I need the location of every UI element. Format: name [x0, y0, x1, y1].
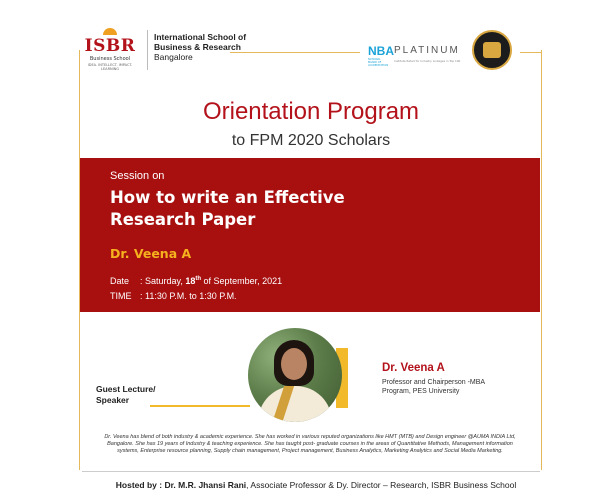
platinum-label: PLATINUM [394, 45, 460, 56]
date-row [110, 276, 282, 286]
speaker-photo [248, 328, 342, 422]
header-divider [147, 30, 148, 70]
sun-icon [103, 28, 117, 35]
nba-logo: NBA NATIONAL BOARD OF ACCREDITATION [368, 44, 394, 67]
hosted-label: Hosted by [115, 480, 157, 490]
speaker-photo-frame [240, 326, 348, 428]
isbr-logo [80, 28, 140, 72]
date-suffix: th [195, 276, 202, 282]
photo-saree [258, 386, 332, 422]
host-name: Dr. M.R. Jhansi Rani [164, 480, 247, 490]
logo-text: ISBR [84, 36, 136, 56]
school-name: International School of Business & Research Bangalore [154, 32, 247, 62]
host-role: , Associate Professor & Dy. Director – Research, ISBR Business School [246, 480, 517, 490]
award-badge-icon [472, 30, 512, 70]
logo-subtext: Business School [89, 56, 131, 62]
session-banner [80, 158, 540, 312]
date-day: 18 [185, 276, 196, 286]
page-title: Orientation Program [202, 98, 420, 125]
speaker-name: Dr. Veena A [382, 362, 445, 374]
hosted-by: Hosted by : Dr. M.R. Jhansi Rani, Associate Professor & Dy. Director – Research, ISBR Business School [115, 480, 517, 490]
logo-tagline: IDEA. INTELLECT. IMPACT. LEARNING [87, 63, 133, 71]
date-prefix: : Saturday, [140, 276, 186, 286]
speaker-role: Professor and Chairperson -MBA Program, PES University [382, 379, 486, 395]
header [80, 26, 542, 74]
guest-underline [150, 405, 250, 407]
talk-title: How to write an Effective Research Paper [110, 188, 345, 229]
time-label: TIME [110, 291, 132, 301]
guest-label: Guest Lecture/ Speaker [96, 384, 156, 405]
time-row [110, 291, 237, 301]
speaker-bio: Dr. Veena has blend of both industry & academic experience. She has worked in various reputed organizations like HMT (MTB) and Design engineer @AUMA INDIA Ltd, Bangalore. She has 19 years of Industry & teaching experience. She has taught post- graduate courses in the areas of Quantitative Methods, Management information systems, Enterprise resource planning, Supply chain management, Project management, Business Analytics, Marketing Analytics and Social Media Marketing. [104, 434, 516, 454]
page-subtitle: to FPM 2020 Scholars [231, 132, 391, 149]
session-label: Session on [110, 170, 165, 182]
footer-divider [82, 471, 540, 472]
time-value: : 11:30 P.M. to 1:30 P.M. [140, 291, 237, 301]
date-rest: of September, 2021 [201, 276, 283, 286]
platinum-subtext: Institute Rated for Industry Linkages in Top 100 [394, 59, 461, 63]
date-label: Date [110, 276, 130, 286]
banner-speaker-name: Dr. Veena A [110, 246, 192, 261]
photo-face [281, 348, 307, 380]
badge-center [483, 42, 501, 58]
